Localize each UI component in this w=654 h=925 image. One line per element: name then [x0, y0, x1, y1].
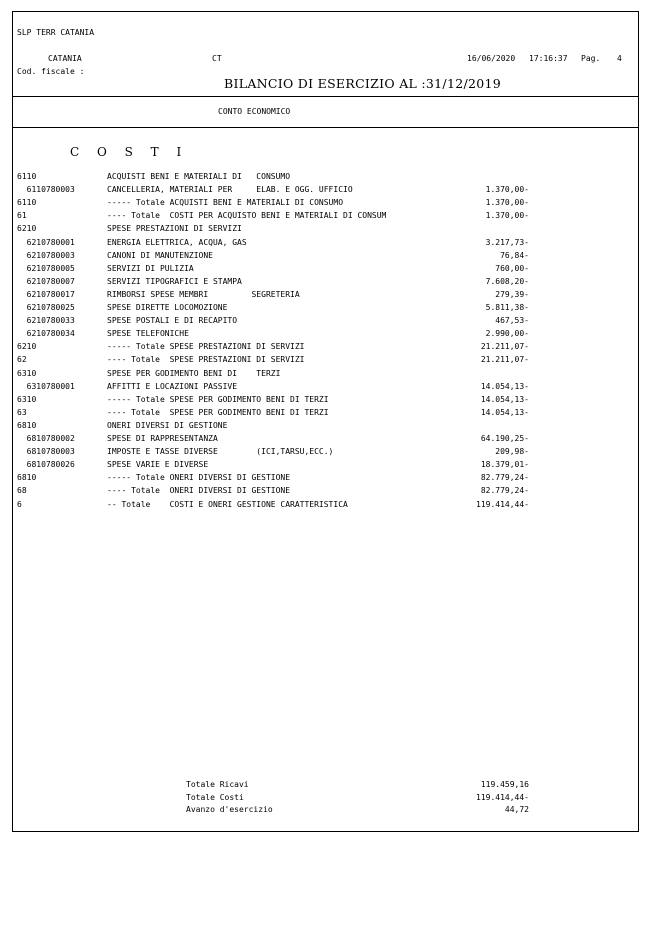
account-amount: 467,53-	[495, 316, 529, 326]
account-code: 6110780003	[17, 185, 75, 195]
table-row	[13, 434, 640, 447]
account-description: ---- Totale ONERI DIVERSI DI GESTIONE	[107, 486, 291, 496]
summary-amount: 44,72	[504, 805, 529, 814]
divider	[13, 96, 638, 97]
account-code: 6810	[17, 420, 37, 430]
account-code: 6210780005	[17, 263, 75, 273]
company-name: SLP TERR CATANIA	[17, 28, 95, 37]
table-row	[13, 342, 640, 355]
account-code: 6210780007	[17, 276, 75, 286]
account-description: AFFITTI E LOCAZIONI PASSIVE	[107, 381, 238, 391]
table-row	[13, 211, 640, 224]
table-row	[13, 251, 640, 264]
page-label: Pag.	[581, 54, 601, 63]
table-row	[13, 277, 640, 290]
table-row	[13, 303, 640, 316]
table-row	[13, 329, 640, 342]
summary-label: Avanzo d'esercizio	[186, 805, 273, 814]
account-code: 6110	[17, 198, 37, 208]
account-amount: 1.370,00-	[485, 198, 529, 208]
summary-label: Totale Costi	[186, 792, 244, 802]
account-description: SERVIZI TIPOGRAFICI E STAMPA	[107, 276, 242, 286]
account-amount: 64.190,25-	[480, 434, 529, 443]
account-amount: 119.414,44-	[476, 499, 529, 509]
account-description: RIMBORSI SPESE MEMBRI SEGRETERIA	[107, 289, 300, 299]
account-code: 61	[17, 211, 27, 221]
account-code: 6210780033	[17, 316, 75, 326]
report-frame	[12, 11, 639, 832]
account-amount: 21.211,07-	[480, 342, 529, 352]
table-row	[13, 460, 640, 473]
account-code: 63	[17, 407, 27, 417]
account-amount: 3.217,73-	[485, 237, 529, 247]
table-row	[13, 473, 640, 486]
account-description: ---- Totale COSTI PER ACQUISTO BENI E MATERIALI DI CONSUM	[107, 211, 387, 221]
account-code: 6110	[17, 172, 37, 181]
account-amount: 18.379,01-	[480, 460, 529, 470]
account-description: IMPOSTE E TASSE DIVERSE (ICI,TARSU,ECC.)	[107, 447, 334, 457]
account-code: 68	[17, 486, 27, 496]
divider	[13, 127, 638, 128]
account-description: SPESE PER GODIMENTO BENI DI TERZI	[107, 368, 281, 378]
account-description: ----- Totale SPESE PER GODIMENTO BENI DI TERZI	[107, 394, 329, 404]
table-row	[13, 316, 640, 329]
account-description: SPESE PRESTAZIONI DI SERVIZI	[107, 224, 242, 234]
section-title: CONTO ECONOMICO	[218, 107, 291, 116]
account-amount: 82.779,24-	[480, 473, 529, 483]
account-amount: 76,84-	[500, 250, 529, 260]
table-row	[13, 264, 640, 277]
account-code: 6310	[17, 394, 37, 404]
report-date: 16/06/2020	[467, 54, 516, 63]
account-amount: 14.054,13-	[480, 381, 529, 391]
account-description: CANCELLERIA, MATERIALI PER ELAB. E OGG. UFFICIO	[107, 185, 353, 195]
account-amount: 2.990,00-	[485, 329, 529, 339]
costs-heading: C O S T I	[70, 145, 189, 159]
account-code: 6210	[17, 342, 37, 352]
table-row	[13, 369, 640, 382]
table-row	[13, 500, 640, 513]
table-row	[13, 172, 640, 185]
account-amount: 14.054,13-	[480, 407, 529, 417]
account-code: 6810	[17, 473, 37, 483]
account-description: SPESE DI RAPPRESENTANZA	[107, 434, 218, 443]
page-number: 4	[617, 54, 622, 63]
account-code: 6210780034	[17, 329, 75, 339]
account-amount: 5.811,38-	[485, 303, 529, 312]
account-description: SPESE POSTALI E DI RECAPITO	[107, 316, 238, 326]
table-row	[13, 408, 640, 421]
account-code: 6210780017	[17, 289, 75, 299]
summary-amount: 119.414,44-	[476, 792, 529, 802]
table-row	[13, 198, 640, 211]
account-description: ONERI DIVERSI DI GESTIONE	[107, 420, 228, 430]
account-description: ----- Totale SPESE PRESTAZIONI DI SERVIZI	[107, 342, 305, 352]
account-description: SPESE VARIE E DIVERSE	[107, 460, 209, 470]
account-description: -- Totale COSTI E ONERI GESTIONE CARATTERISTICA	[107, 499, 348, 509]
account-amount: 14.054,13-	[480, 394, 529, 404]
account-amount: 21.211,07-	[480, 355, 529, 365]
account-code: 6810780003	[17, 447, 75, 457]
province: CT	[212, 54, 222, 63]
account-code: 6310780001	[17, 381, 75, 391]
account-code: 6210780001	[17, 237, 75, 247]
account-code: 6	[17, 499, 22, 509]
table-row	[13, 382, 640, 395]
table-row	[13, 395, 640, 408]
account-description: CANONI DI MANUTENZIONE	[107, 250, 213, 260]
account-description: ----- Totale ONERI DIVERSI DI GESTIONE	[107, 473, 291, 483]
table-row	[13, 486, 640, 499]
account-amount: 82.779,24-	[480, 486, 529, 496]
account-description: ----- Totale ACQUISTI BENI E MATERIALI DI CONSUMO	[107, 198, 344, 208]
report-time: 17:16:37	[529, 54, 568, 63]
account-amount: 7.608,20-	[485, 276, 529, 286]
account-description: SPESE TELEFONICHE	[107, 329, 189, 339]
account-amount: 279,39-	[495, 289, 529, 299]
account-description: SERVIZI DI PULIZIA	[107, 263, 194, 273]
account-code: 6210780003	[17, 250, 75, 260]
table-row	[13, 224, 640, 237]
account-amount: 1.370,00-	[485, 211, 529, 221]
account-amount: 760,00-	[495, 263, 529, 273]
table-row	[13, 355, 640, 368]
table-row	[13, 238, 640, 251]
city: CATANIA	[48, 54, 82, 63]
account-description: ---- Totale SPESE PRESTAZIONI DI SERVIZI	[107, 355, 305, 365]
table-row	[13, 421, 640, 434]
account-code: 6210780025	[17, 303, 75, 312]
account-amount: 1.370,00-	[485, 185, 529, 195]
table-row	[13, 185, 640, 198]
account-code: 6810780026	[17, 460, 75, 470]
document-title: BILANCIO DI ESERCIZIO AL :31/12/2019	[224, 76, 501, 91]
account-code: 6210	[17, 224, 37, 234]
account-description: ENERGIA ELETTRICA, ACQUA, GAS	[107, 237, 247, 247]
account-code: 6310	[17, 368, 37, 378]
account-description: ---- Totale SPESE PER GODIMENTO BENI DI TERZI	[107, 407, 329, 417]
summary-label: Totale Ricavi	[186, 780, 249, 789]
account-amount: 209,98-	[495, 447, 529, 457]
summary-amount: 119.459,16	[480, 780, 529, 789]
account-code: 6810780002	[17, 434, 75, 443]
account-code: 62	[17, 355, 27, 365]
account-description: ACQUISTI BENI E MATERIALI DI CONSUMO	[107, 172, 291, 181]
table-row	[13, 447, 640, 460]
account-description: SPESE DIRETTE LOCOMOZIONE	[107, 303, 228, 312]
cod-fiscale-label: Cod. fiscale :	[17, 67, 85, 76]
table-row	[13, 290, 640, 303]
